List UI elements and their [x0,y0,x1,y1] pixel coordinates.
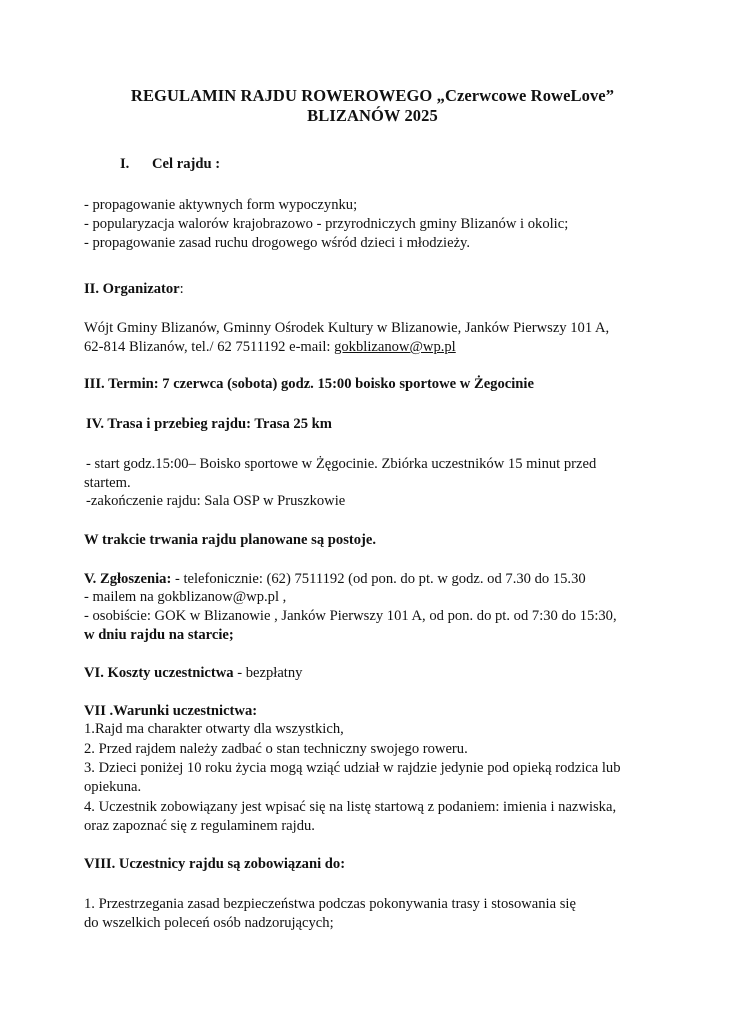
start-registration: w dniu rajdu na starcie; [84,627,234,643]
email-link[interactable]: gokblizanow@wp.pl [334,339,456,355]
in-person-registration: - osobiście: GOK w Blizanowie , Janków Pierwszy 101 A, od pon. do pt. od 7:30 do 15:30, [84,608,617,624]
organizer-line-1: Wójt Gminy Blizanów, Gminny Ośrodek Kultury w Blizanowie, Janków Pierwszy 101 A, [84,320,610,336]
stops-note: W trakcie trwania rajdu planowane są postoje. [84,532,377,548]
list-item: opiekuna. [84,779,142,795]
obligation-line-2: do wszelkich poleceń osób nadzorujących; [84,915,334,931]
list-item: 2. Przed rajdem należy zadbać o stan techniczny swojego roweru. [84,741,468,757]
document-subtitle: BLIZANÓW 2025 [307,106,438,125]
section-2-heading: II. Organizator [84,281,180,297]
list-item: oraz zapoznać się z regulaminem rajdu. [84,818,315,834]
organizer-contact: 62-814 Blizanów, tel./ 62 7511192 e-mail: [84,339,335,355]
section-6-value: - bezpłatny [233,665,303,681]
list-item: 3. Dzieci poniżej 10 roku życia mogą wziąć udział w rajdzie jedynie pod opieką rodzica lub [84,760,621,776]
section-5-heading: V. Zgłoszenia: [84,571,172,587]
organizer-line-2 [84,339,456,356]
route-line-3: -zakończenie rajdu: Sala OSP w Pruszkowie [86,493,346,509]
section-7-heading: VII .Warunki uczestnictwa: [84,703,258,719]
section-1-number: I. [120,156,130,172]
section-4-heading: IV. Trasa i przebieg rajdu: Trasa 25 km [86,416,332,432]
list-item: - propagowanie zasad ruchu drogowego wśród dzieci i młodzieży. [84,235,471,251]
section-1-heading: Cel rajdu : [152,156,221,172]
section-6-line [84,665,302,682]
mail-registration: - mailem na gokblizanow@wp.pl , [84,589,287,605]
list-item: 4. Uczestnik zobowiązany jest wpisać się na listę startową z podaniem: imienia i nazwiska, [84,799,617,815]
section-2-heading-line [84,281,184,298]
section-2-colon: : [179,281,184,297]
route-line-2: startem. [84,475,131,491]
route-line-1: - start godz.15:00– Boisko sportowe w Żęgocinie. Zbiórka uczestników 15 minut przed [86,456,597,472]
list-item: 1.Rajd ma charakter otwarty dla wszystkich, [84,721,344,737]
section-8-heading: VIII. Uczestnicy rajdu są zobowiązani do: [84,856,346,872]
document-title: REGULAMIN RAJDU ROWEROWEGO „Czerwcowe RoweLove” [130,86,615,105]
list-item: - propagowanie aktywnych form wypoczynku; [84,197,358,213]
section-3-heading: III. Termin: 7 czerwca (sobota) godz. 15:00 boisko sportowe w Żegocinie [84,376,534,392]
phone-registration: - telefonicznie: (62) 7511192 (od pon. do pt. w godz. od 7.30 do 15.30 [171,571,586,587]
obligation-line-1: 1. Przestrzegania zasad bezpieczeństwa podczas pokonywania trasy i stosowania się [84,896,576,912]
section-5-line-1 [84,571,586,588]
list-item: - popularyzacja walorów krajobrazowo - przyrodniczych gminy Blizanów i okolic; [84,216,569,232]
section-6-heading: VI. Koszty uczestnictwa [84,665,234,681]
